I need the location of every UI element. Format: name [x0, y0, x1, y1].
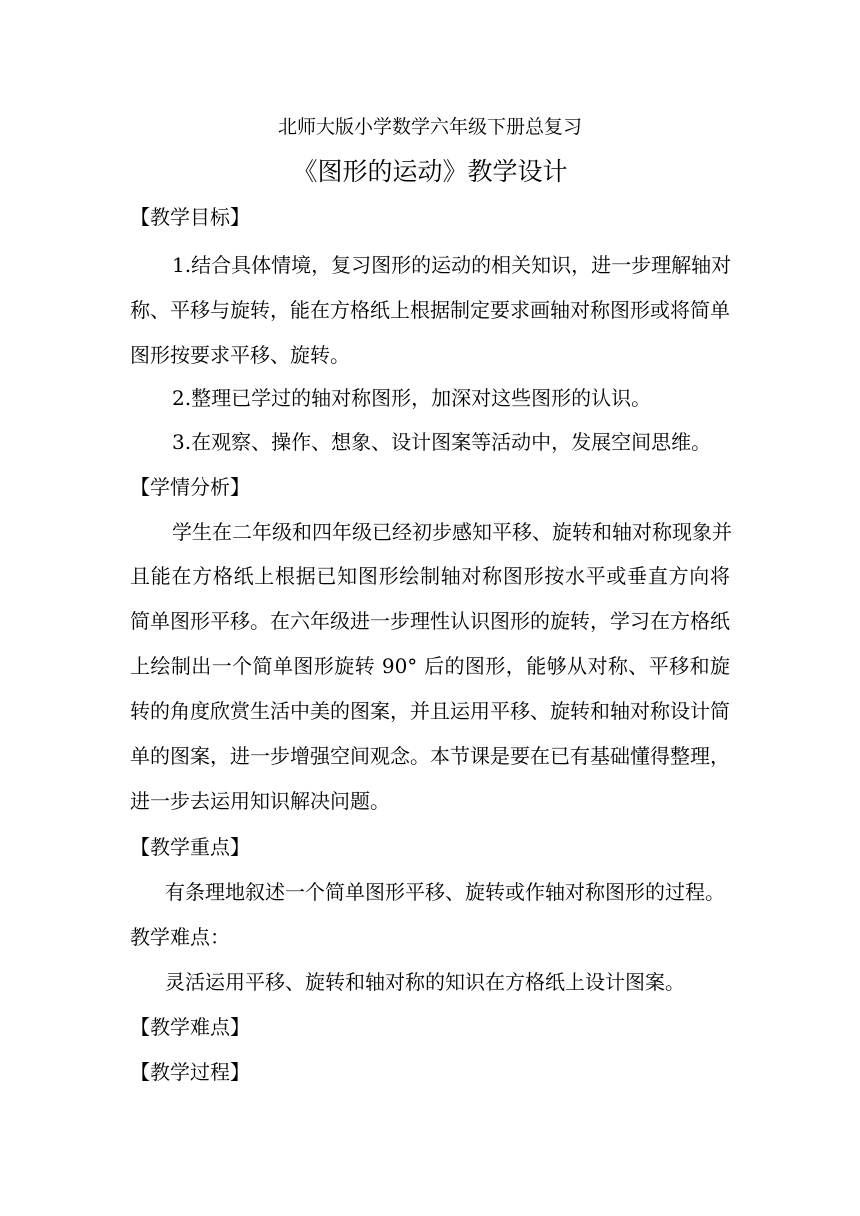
process-heading: 【教学过程】: [130, 1060, 250, 1084]
analysis-line4: 上绘制出一个简单图形旋转 90° 后的图形，能够从对称、平移和旋: [130, 654, 730, 678]
analysis-line6: 单的图案，进一步增强空间观念。本节课是要在已有基础懂得整理，: [130, 744, 730, 768]
objective1-line1: 1.结合具体情境，复习图形的运动的相关知识，进一步理解轴对: [172, 253, 732, 277]
analysis-line3: 简单图形平移。在六年级进一步理性认识图形的旋转，学习在方格纸: [130, 609, 730, 633]
objective2: 2.整理已学过的轴对称图形，加深对这些图形的认识。: [172, 386, 652, 410]
document-subtitle: 北师大版小学数学六年级下册总复习: [277, 116, 582, 138]
document-title: 《图形的运动》教学设计: [292, 157, 568, 186]
objective3: 3.在观察、操作、想象、设计图案等活动中，发展空间思维。: [172, 430, 712, 454]
analysis-line1: 学生在二年级和四年级已经初步感知平移、旋转和轴对称现象并: [172, 520, 732, 544]
difficulty-label: 教学难点：: [130, 925, 230, 949]
key-points-heading: 【教学重点】: [130, 835, 250, 859]
analysis-heading: 【学情分析】: [130, 475, 250, 499]
analysis-line5: 转的角度欣赏生活中美的图案，并且运用平移、旋转和轴对称设计简: [130, 699, 730, 723]
objective1-line2: 称、平移与旋转，能在方格纸上根据制定要求画轴对称图形或将简单: [130, 298, 730, 322]
key-points-text: 有条理地叙述一个简单图形平移、旋转或作轴对称图形的过程。: [165, 880, 725, 904]
difficulty-text: 灵活运用平移、旋转和轴对称的知识在方格纸上设计图案。: [165, 970, 685, 994]
analysis-line7: 进一步去运用知识解决问题。: [130, 789, 390, 813]
objective1-line3: 图形按要求平移、旋转。: [130, 343, 350, 367]
objectives-heading: 【教学目标】: [130, 205, 250, 229]
analysis-line2: 且能在方格纸上根据已知图形绘制轴对称图形按水平或垂直方向将: [130, 564, 730, 588]
difficulty-heading: 【教学难点】: [130, 1015, 250, 1039]
